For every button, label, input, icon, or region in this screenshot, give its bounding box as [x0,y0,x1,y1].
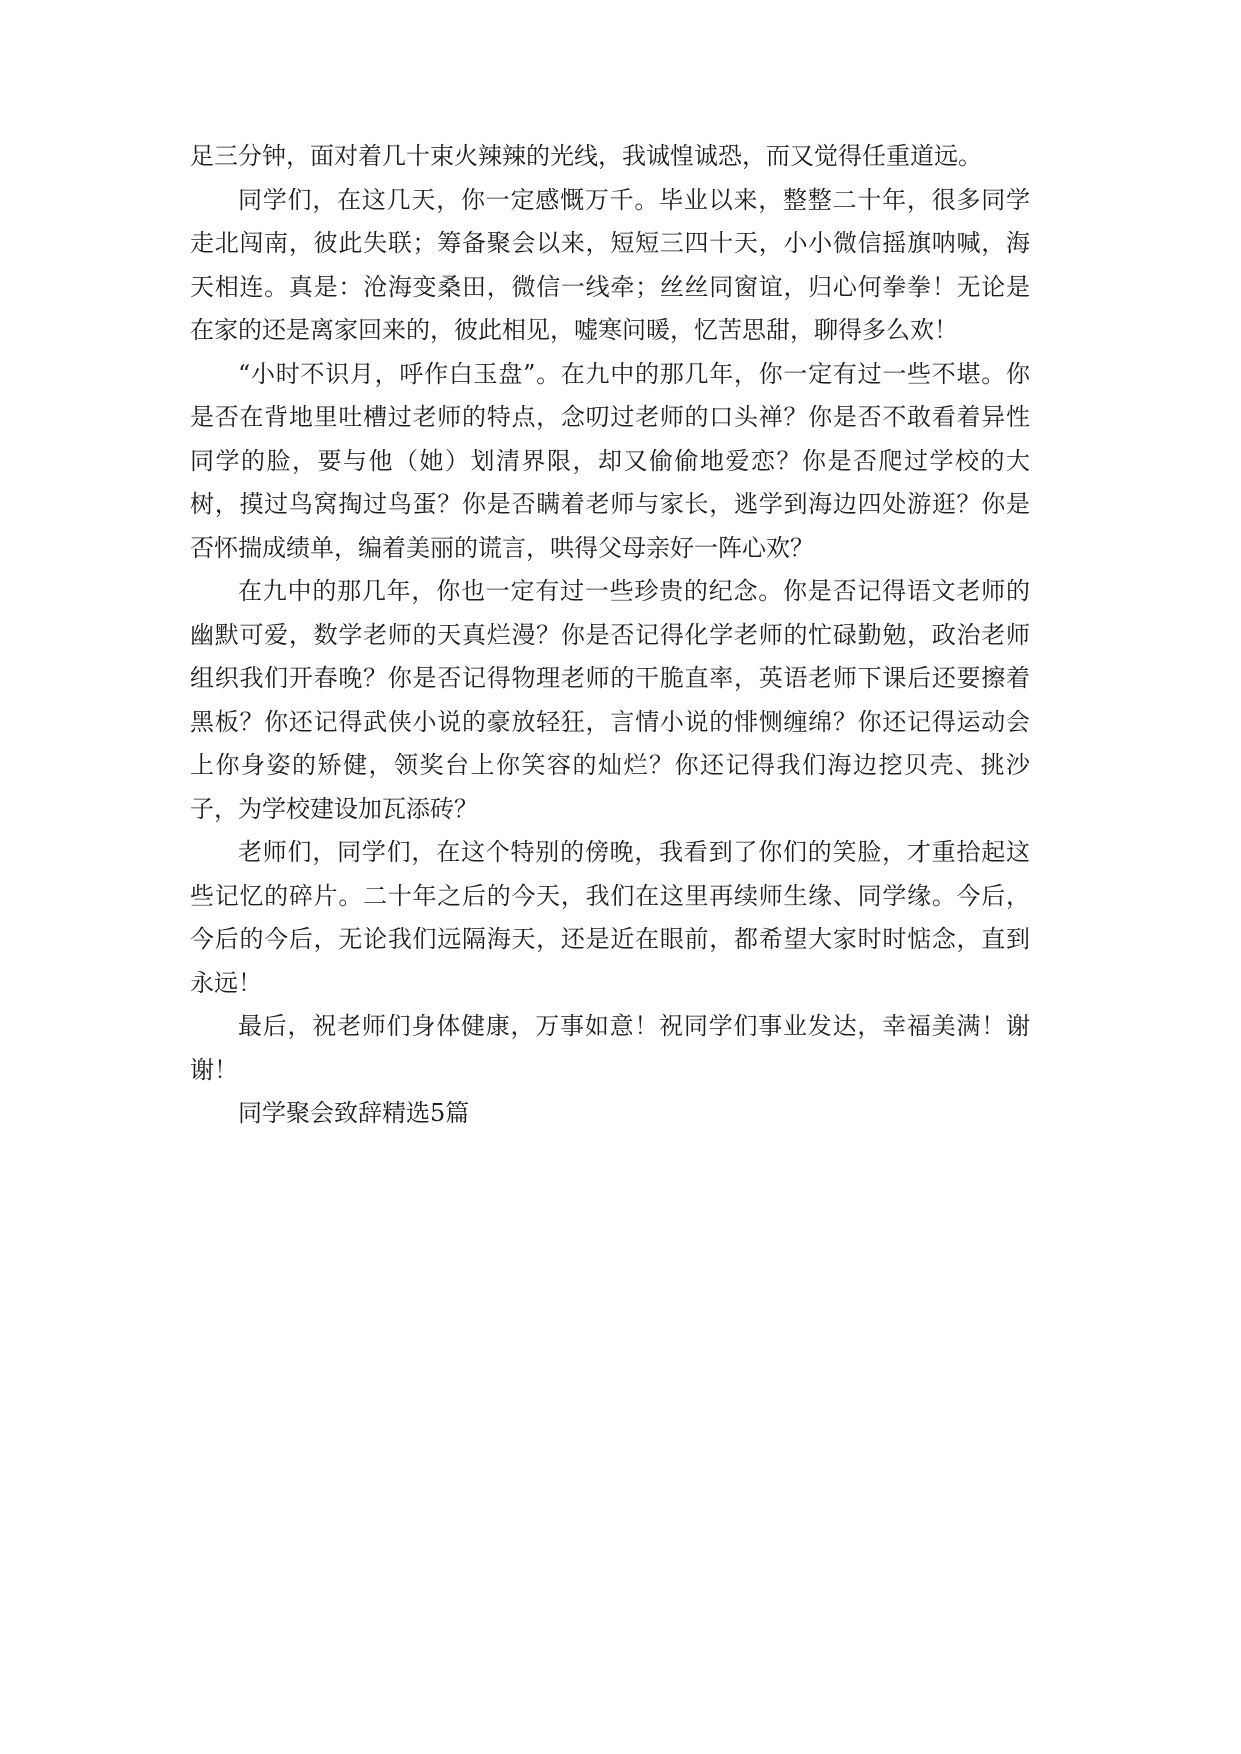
section-heading [190,1092,1030,1136]
paragraph-line: 在家的还是离家回来的，彼此相见，嘘寒问暖，忆苦思甜，聊得多么欢！ [190,316,958,344]
paragraph-line: 永远！ [190,968,262,997]
paragraph-line: 走北闯南，彼此失联；筹备聚会以来，短短三四十天，小小微信摇旗呐喊，海 [190,229,1030,257]
paragraph-line: 老师们，同学们，在这个特别的傍晚，我看到了你们的笑脸，才重拾起这 [238,838,1030,866]
paragraph-line: 是否在背地里吐槽过老师的特点，念叨过老师的口头禅？你是否不敢看着异性 [190,403,1030,431]
paragraph [190,831,1030,1005]
paragraph-line: 黑板？你还记得武侠小说的豪放轻狂，言情小说的悱恻缠绵？你还记得运动会 [190,707,1030,736]
paragraph-line: 同学们，在这几天，你一定感慨万千。毕业以来，整整二十年，很多同学 [238,185,1030,214]
paragraph-line: 子，为学校建设加瓦添砖？ [190,794,478,823]
paragraph [190,570,1030,831]
paragraph [190,1005,1030,1092]
paragraph-line: 谢！ [190,1055,238,1084]
paragraph-line: 同学的脸，要与他（她）划清界限，却又偷偷地爱恋？你是否爬过学校的大 [190,446,1030,475]
paragraph-line: 树，摸过鸟窝掏过鸟蛋？你是否瞒着老师与家长，逃学到海边四处游逛？你是 [190,490,1030,518]
paragraph [190,179,1030,353]
paragraph-line: 天相连。真是：沧海变桑田，微信一线牵；丝丝同窗谊，归心何拳拳！无论是 [190,272,1030,301]
paragraph-line: 幽默可爱，数学老师的天真烂漫？你是否记得化学老师的忙碌勤勉，政治老师 [190,620,1030,649]
paragraph-line: 最后，祝老师们身体健康，万事如意！祝同学们事业发达，幸福美满！谢 [238,1012,1030,1040]
paragraph-line: 在九中的那几年，你也一定有过一些珍贵的纪念。你是否记得语文老师的 [238,577,1030,605]
paragraph-continued [190,135,1030,179]
document-body [190,135,1030,1136]
paragraph-line: 否怀揣成绩单，编着美丽的谎言，哄得父母亲好一阵心欢？ [190,533,814,562]
paragraph-line: 组织我们开春晚？你是否记得物理老师的干脆直率，英语老师下课后还要擦着 [190,664,1030,692]
paragraph [190,353,1030,571]
paragraph-line: 些记忆的碎片。二十年之后的今天，我们在这里再续师生缘、同学缘。今后， [190,881,1030,910]
paragraph-line: 上你身姿的矫健，领奖台上你笑容的灿烂？你还记得我们海边挖贝壳、挑沙 [190,751,1030,779]
paragraph-line: 足三分钟，面对着几十束火辣辣的光线，我诚惶诚恐，而又觉得任重道远。 [190,142,982,170]
heading-line: 同学聚会致辞精选5篇 [238,1099,470,1127]
paragraph-line: “小时不识月，呼作白玉盘”。在九中的那几年，你一定有过一些不堪。你 [238,359,1030,388]
paragraph-line: 今后的今后，无论我们远隔海天，还是近在眼前，都希望大家时时惦念，直到 [190,925,1030,953]
